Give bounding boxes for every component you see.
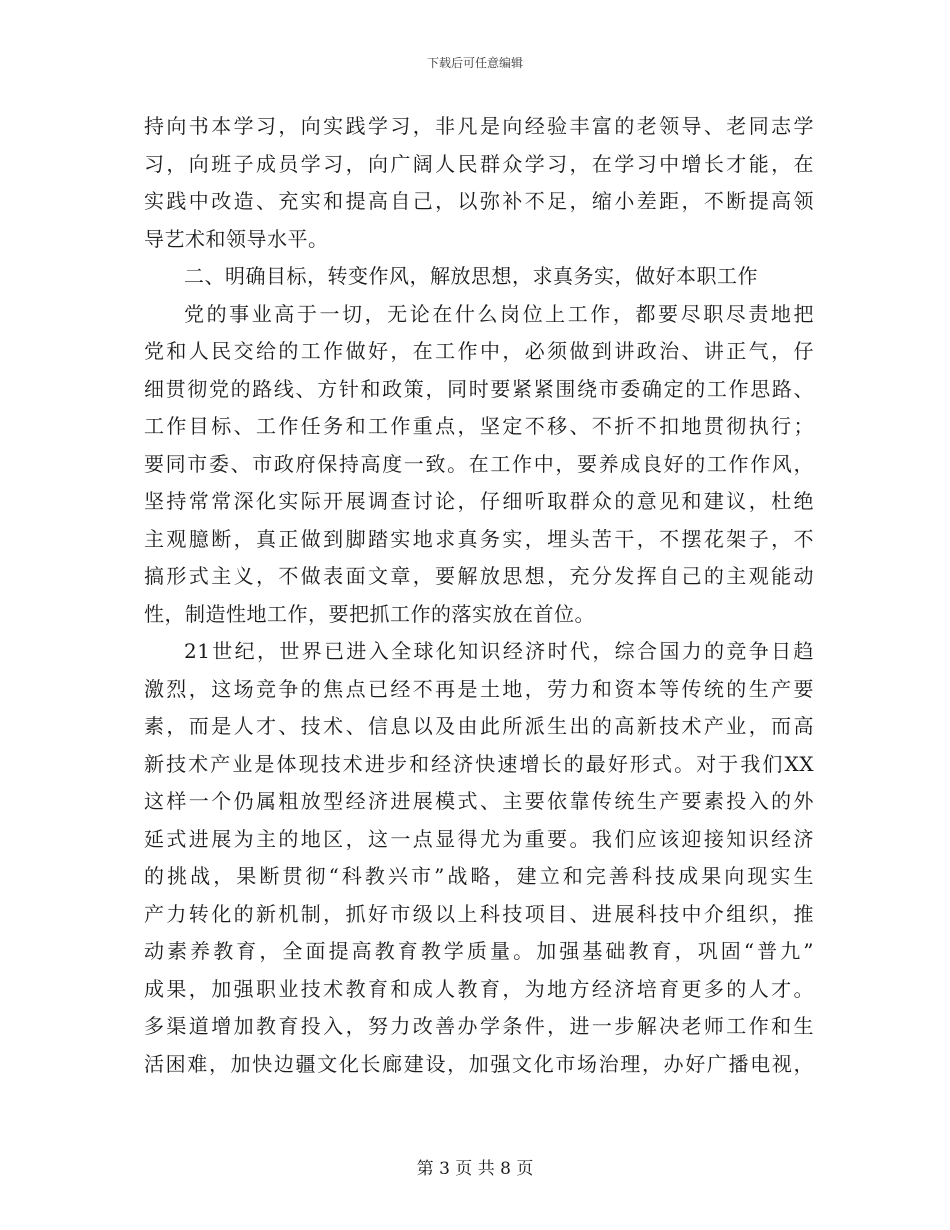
text-line: 动素养教育，全面提高教育教学质量。加强基础教育，巩固“普九” xyxy=(144,939,814,963)
text-line: 产力转化的新机制，抓好市级以上科技项目、进展科技中介组织，推 xyxy=(144,901,814,926)
text-line: 延式进展为主的地区，这一点显得尤为重要。我们应该迎接知识经济 xyxy=(144,826,814,851)
text-line: 激烈，这场竞争的焦点已经不再是土地，劳力和资本等传统的生产要 xyxy=(144,676,814,701)
text-line: 工作目标、工作任务和工作重点，坚定不移、不折不扣地贯彻执行； xyxy=(144,414,814,438)
text-line: 的挑战，果断贯彻“科教兴市”战略，建立和完善科技成果向现实生 xyxy=(144,864,814,888)
text-line: 素，而是人才、技术、信息以及由此所派生出的高新技术产业，而高 xyxy=(144,714,814,738)
text-line: 21世纪，世界已进入全球化知识经济时代，综合国力的竞争日趋 xyxy=(184,639,814,663)
text-line: 新技术产业是体现技术进步和经济快速增长的最好形式。对于我们XX xyxy=(144,751,814,776)
document-body xyxy=(144,108,814,1083)
text-line: 实践中改造、充实和提高自己，以弥补不足，缩小差距，不断提高领 xyxy=(144,189,814,213)
text-line: 党的事业高于一切，无论在什么岗位上工作，都要尽职尽责地把 xyxy=(184,301,814,326)
text-line: 多渠道增加教育投入，努力改善办学条件，进一步解决老师工作和生 xyxy=(144,1014,814,1038)
text-line: 习，向班子成员学习，向广阔人民群众学习，在学习中增长才能，在 xyxy=(144,151,814,176)
section-heading: 二、明确目标，转变作风，解放思想，求真务实，做好本职工作 xyxy=(184,264,758,288)
text-line: 党和人民交给的工作做好，在工作中，必须做到讲政治、讲正气，仔 xyxy=(144,339,814,363)
text-line: 主观臆断，真正做到脚踏实地求真务实，埋头苦干，不摆花架子，不 xyxy=(144,526,814,551)
text-line: 坚持常常深化实际开展调查讨论，仔细听取群众的意见和建议，杜绝 xyxy=(144,489,814,513)
page-header: 下载后可任意编辑 xyxy=(426,56,523,70)
text-line: 成果，加强职业技术教育和成人教育，为地方经济培育更多的人才。 xyxy=(144,976,814,1001)
text-line: 细贯彻党的路线、方针和政策，同时要紧紧围绕市委确定的工作思路、 xyxy=(144,376,814,401)
text-line: 导艺术和领导水平。 xyxy=(144,226,329,251)
text-line: 搞形式主义，不做表面文章，要解放思想，充分发挥自己的主观能动 xyxy=(144,564,814,588)
page-number: 第 3 页 共 8 页 xyxy=(416,1159,534,1179)
text-line: 持向书本学习，向实践学习，非凡是向经验丰富的老领导、老同志学 xyxy=(144,114,814,138)
text-line: 这样一个仍属粗放型经济进展模式、主要依靠传统生产要素投入的外 xyxy=(144,789,814,813)
text-line: 活困难，加快边疆文化长廊建设，加强文化市场治理，办好广播电视， xyxy=(144,1051,814,1076)
text-line: 性，制造性地工作，要把抓工作的落实放在首位。 xyxy=(144,601,595,626)
text-line: 要同市委、市政府保持高度一致。在工作中，要养成良好的工作作风， xyxy=(144,451,814,476)
